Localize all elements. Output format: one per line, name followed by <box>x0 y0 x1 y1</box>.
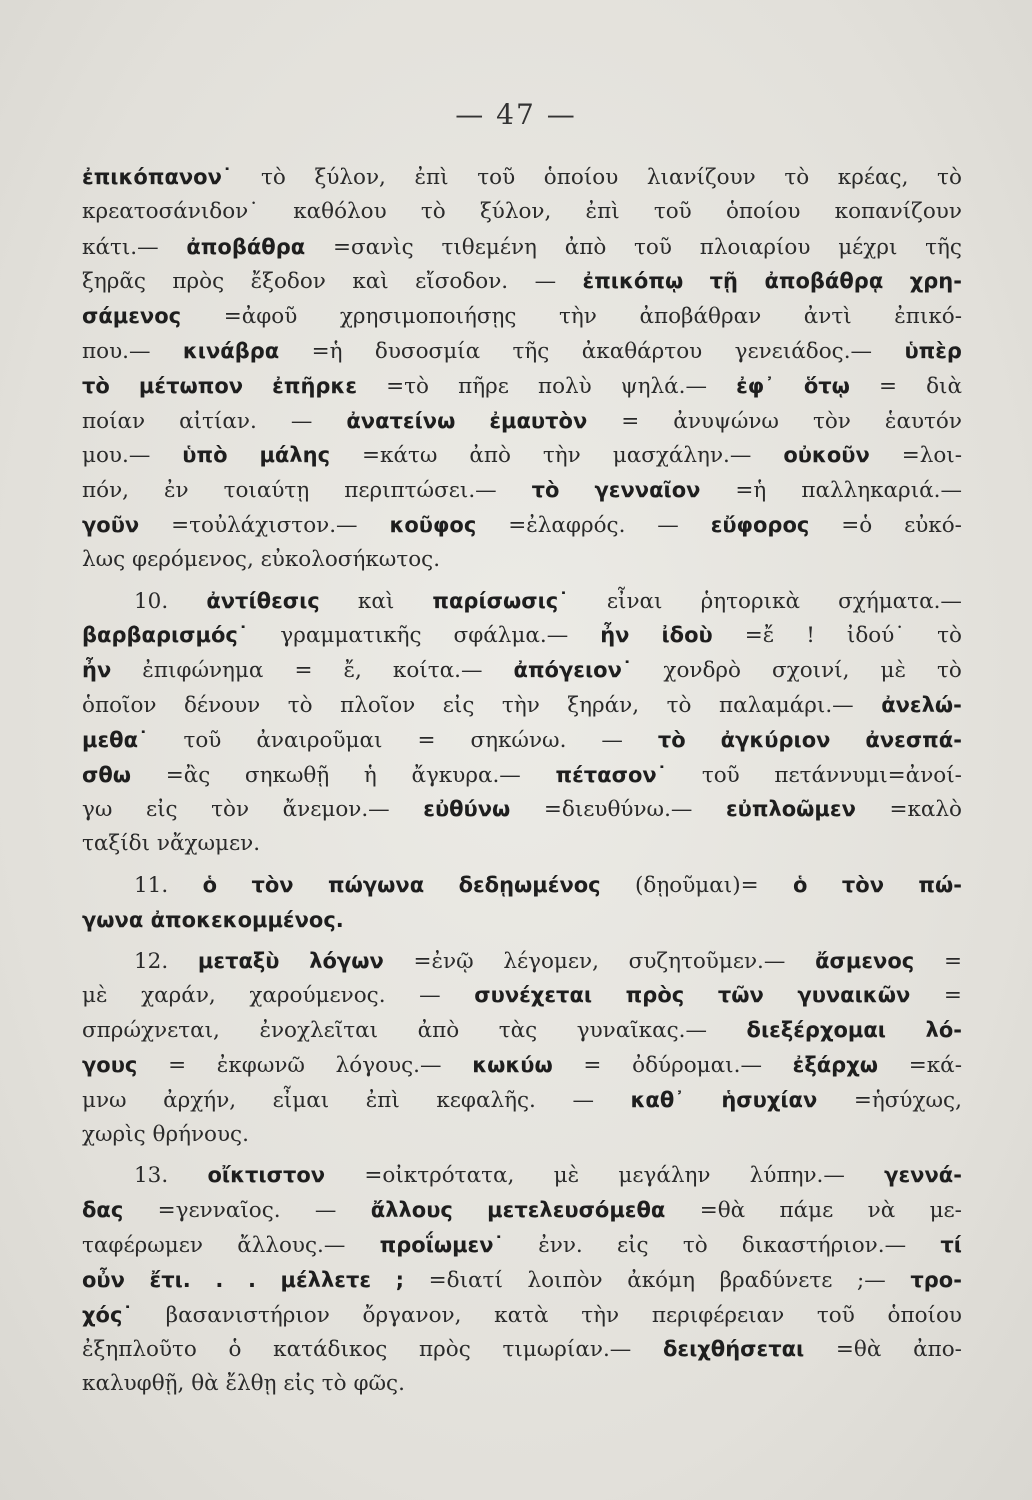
paragraph-p11 <box>82 868 962 938</box>
text-line: ταξίδι νἄχωμεν. <box>82 831 261 857</box>
text-line: χωρὶς θρήνους. <box>82 1121 249 1147</box>
text-line: μου.— ὑπὸ μάλης =κάτω ἀπὸ τὴν μασχάλην.— οὐκοῦν =λοι- <box>82 443 962 469</box>
text-line: κρεατοσάνιδον˙ καθόλου τὸ ξύλον, ἐπὶ τοῦ ὁποίου κοπανίζουν <box>82 198 962 224</box>
paragraph-p12 <box>82 944 962 1153</box>
text-line: πόν, ἐν τοιαύτῃ περιπτώσει.— τὸ γενναῖον =ἡ παλληκαριά.— <box>82 478 962 504</box>
text-line: οὖν ἔτι. . . μέλλετε ; =διατί λοιπὸν ἀκόμη βραδύνετε ;— τρο- <box>82 1267 962 1293</box>
text-line: μεθα˙ τοῦ ἀναιροῦμαι = σηκώνω. — τὸ ἀγκύριον ἀνεσπά- <box>82 727 962 753</box>
text-line: που.— κινάβρα =ἡ δυσοσμία τῆς ἀκαθάρτου γενειάδος.— ὑπὲρ <box>82 338 962 364</box>
text-line: σθω =ἂς σηκωθῇ ἡ ἄγκυρα.— πέτασον˙ τοῦ πετάννυμι=ἀνοί- <box>82 762 962 788</box>
text-line: σπρώχνεται, ἐνοχλεῖται ἀπὸ τὰς γυναῖκας.— διεξέρχομαι λό- <box>82 1018 962 1044</box>
text-line: 10. ἀντίθεσις καὶ παρίσωσις˙ εἶναι ῥητορικὰ σχήματα.— <box>134 588 962 614</box>
text-line: ταφέρωμεν ἄλλους.— προΐωμεν˙ ἐνν. εἰς τὸ δικαστήριον.— τί <box>82 1232 962 1258</box>
page-number: — 47 — <box>455 98 577 131</box>
text-line: ξηρᾶς πρὸς ἔξοδον καὶ εἴσοδον. — ἐπικόπῳ τῇ ἀποβάθρᾳ χρη- <box>82 269 962 295</box>
paragraph-p10 <box>82 584 962 862</box>
text-line: 11. ὁ τὸν πώγωνα δεδῃωμένος (δῃοῦμαι)= ὁ τὸν πώ- <box>134 872 962 898</box>
text-line: γωνα ἀποκεκομμένος. <box>82 907 344 932</box>
text-body <box>82 160 962 1408</box>
text-line: γοῦν =τοὐλάχιστον.— κοῦφος =ἐλαφρός. — εὔφορος =ὁ εὐκό- <box>82 512 962 538</box>
text-line: ἐξηπλοῦτο ὁ κατάδικος πρὸς τιμωρίαν.— δειχθήσεται =θὰ ἀπο- <box>82 1337 962 1363</box>
text-line: καλυφθῇ, θὰ ἔλθῃ εἰς τὸ φῶς. <box>82 1371 405 1397</box>
text-line: μνω ἀρχήν, εἶμαι ἐπὶ κεφαλῆς. — καθ᾽ ἡσυχίαν =ἡσύχως, <box>82 1087 962 1113</box>
text-line: 13. οἴκτιστον =οἰκτρότατα, μὲ μεγάλην λύπην.— γεννά- <box>134 1163 962 1189</box>
text-line: δας =γενναῖος. — ἄλλους μετελευσόμεθα =θὰ πάμε νὰ με- <box>82 1198 962 1224</box>
text-line: κάτι.— ἀποβάθρα =σανὶς τιθεμένη ἀπὸ τοῦ πλοιαρίου μέχρι τῆς <box>82 234 962 260</box>
text-line: λως φερόμενος, εὐκολοσήκωτος. <box>82 546 441 572</box>
text-line: σάμενος =ἀφοῦ χρησιμοποιήσῃς τὴν ἀποβάθραν ἀντὶ ἐπικό- <box>82 304 962 330</box>
text-line: ἦν ἐπιφώνημα = ἔ, κοίτα.— ἀπόγειον˙ χονδρὸ σχοινί, μὲ τὸ <box>82 658 962 684</box>
text-line: 12. μεταξὺ λόγων =ἐνῷ λέγομεν, συζητοῦμεν.— ἄσμενος = <box>134 948 962 974</box>
text-line: χός˙ βασανιστήριον ὄργανον, κατὰ τὴν περιφέρειαν τοῦ ὁποίου <box>82 1302 962 1328</box>
paragraph-p13 <box>82 1158 962 1402</box>
text-line: ποίαν αἰτίαν. — ἀνατείνω ἐμαυτὸν = ἀνυψώνω τὸν ἑαυτόν <box>82 408 962 434</box>
text-line: γους = ἐκφωνῶ λόγους.— κωκύω = ὀδύρομαι.— ἐξάρχω =κά- <box>82 1052 962 1078</box>
text-line: μὲ χαράν, χαρούμενος. — συνέχεται πρὸς τῶν γυναικῶν = <box>82 983 962 1009</box>
text-line: γω εἰς τὸν ἄνεμον.— εὐθύνω =διευθύνω.— εὐπλοῶμεν =καλὸ <box>82 797 962 823</box>
text-line: τὸ μέτωπον ἐπῆρκε =τὸ πῆρε πολὺ ψηλά.— ἐφ᾽ ὅτῳ = διὰ <box>82 373 962 399</box>
text-line: ὁποῖον δένουν τὸ πλοῖον εἰς τὴν ξηράν, τὸ παλαμάρι.— ἀνελώ- <box>82 692 962 718</box>
text-line: ἐπικόπανον˙ τὸ ξύλον, ἐπὶ τοῦ ὁποίου λιανίζουν τὸ κρέας, τὸ <box>82 165 962 190</box>
text-line: βαρβαρισμός˙ γραμματικῆς σφάλμα.— ἦν ἰδοὺ =ἔ ! ἰδού˙ τὸ <box>82 623 962 649</box>
paragraph-p1 <box>82 160 962 578</box>
